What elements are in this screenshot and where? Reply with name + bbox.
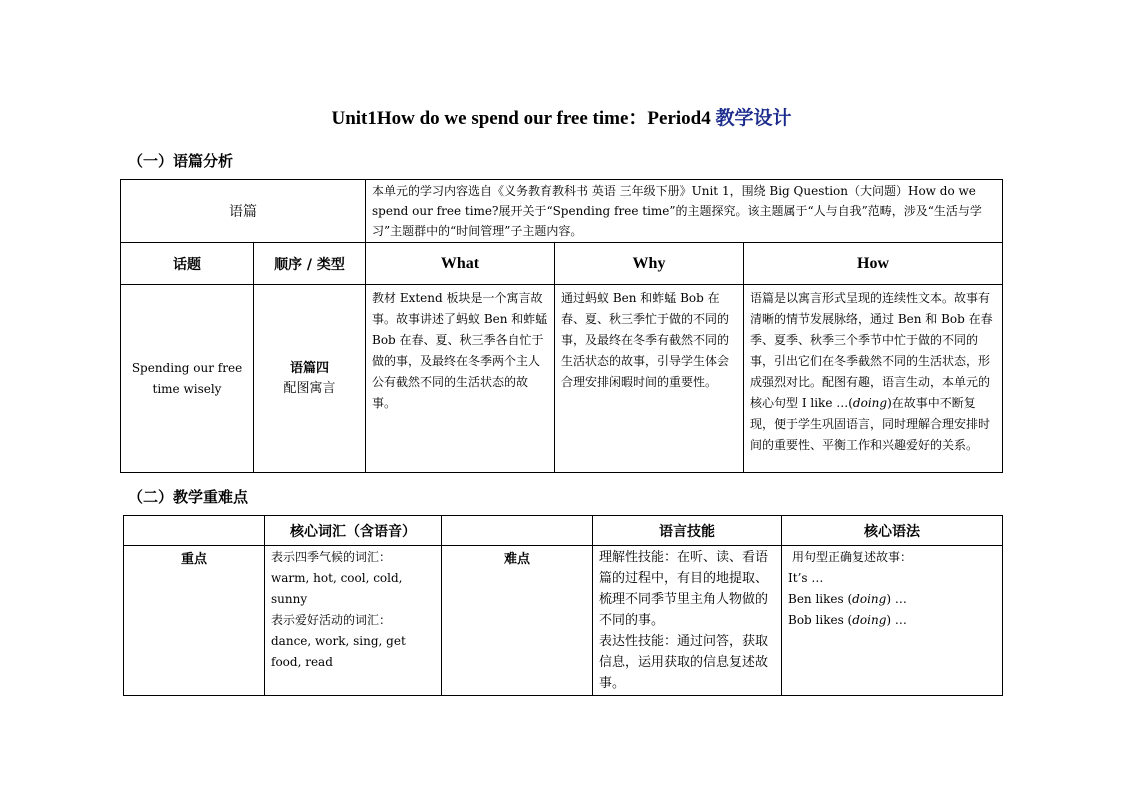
difficulty-label: 难点: [503, 552, 530, 567]
order-cell: [254, 285, 366, 473]
grammar-line-3-c: ) …: [886, 613, 907, 627]
key-difficult-points-table: [123, 515, 1003, 696]
why-text: 通过蚂蚁 Ben 和蚱蜢 Bob 在春、夏、秋三季忙于做的不同的事，及最终在冬季有截然不同的生活状态的故事，引导学生体会合理安排闲暇时间的重要性。: [561, 291, 730, 389]
why-cell: [555, 285, 744, 473]
vocab-line-4: dance, work, sing, get food, read: [271, 634, 406, 669]
how-cell: [744, 285, 1003, 473]
text-label-cell: [121, 180, 366, 243]
vocab-line-2: warm, hot, cool, cold, sunny: [271, 571, 403, 606]
what-cell: [366, 285, 555, 473]
header-blank-2: [442, 516, 593, 546]
order-line-2: 配图寓言: [283, 380, 336, 396]
header-core-vocabulary: 核心词汇（含语音）: [265, 516, 442, 546]
difficulty-label-cell: [442, 546, 593, 696]
grammar-cell: [782, 546, 1003, 696]
grammar-line-2-c: ) …: [886, 592, 907, 606]
grammar-intro: 用句型正确复述故事：: [792, 550, 913, 564]
how-text-part-1: 语篇是以寓言形式呈现的连续性文本。故事有清晰的情节发展脉络，通过 Ben 和 Bob 在春季、夏季、秋季三个季节中忙于做的不同的事，引出它们在冬季截然不同的生活状态，形成强烈对比。配图有趣，语言生动，本单元的核心句型 I like …(: [750, 291, 993, 410]
grammar-line-2-italic: doing: [852, 592, 887, 606]
vocab-line-1: 表示四季气候的词汇：: [271, 550, 392, 564]
header-blank-1: [124, 516, 265, 546]
header-topic: 话题: [121, 243, 254, 285]
skills-expression: 表达性技能：通过问答，获取信息，运用获取的信息复述故事。: [599, 634, 769, 691]
grammar-line-3-italic: doing: [852, 613, 887, 627]
grammar-line-2: [788, 589, 996, 610]
section-heading-text-analysis: （一）语篇分析: [128, 152, 234, 170]
text-description-cell: [366, 180, 1003, 243]
grammar-line-3: [788, 610, 996, 631]
title-chinese: 教学设计: [715, 107, 792, 129]
header-how: How: [744, 243, 1003, 285]
section-heading-key-difficult-points: （二）教学重难点: [128, 488, 249, 506]
grammar-line-1: It’s …: [788, 571, 824, 585]
key-points-label-cell: [124, 546, 265, 696]
text-description: 本单元的学习内容选自《义务教育教科书 英语 三年级下册》Unit 1，围绕 Big Question（大问题）How do we spend our free time?展开关于“Spending free time”的主题探究。该主题属于“人与自我”范畴，涉及“生活与学习”主题群中的“时间管理”子主题内容。: [372, 184, 982, 238]
header-what: What: [366, 243, 555, 285]
how-text-part-2: )在故事中不断复现，便于学生巩固语言，同时理解合理安排时间的重要性、平衡工作和兴趣爱好的关系。: [750, 396, 991, 452]
text-label: 语篇: [229, 204, 257, 220]
order-line-1: 语篇四: [289, 360, 329, 376]
header-language-skills: 语言技能: [593, 516, 782, 546]
header-order-type: 顺序 / 类型: [254, 243, 366, 285]
skills-cell: [593, 546, 782, 696]
topic-cell: [121, 285, 254, 473]
title-english: Unit1How do we spend our free time：Period4: [331, 108, 711, 129]
header-core-grammar: 核心语法: [782, 516, 1003, 546]
header-why: Why: [555, 243, 744, 285]
grammar-line-2-a: Ben likes (: [788, 592, 853, 606]
grammar-line-3-a: Bob likes (: [788, 613, 853, 627]
topic-text: Spending our free time wisely: [131, 360, 243, 396]
vocabulary-cell: [265, 546, 442, 696]
key-points-label: 重点: [180, 552, 207, 567]
what-text: 教材 Extend 板块是一个寓言故事。故事讲述了蚂蚁 Ben 和蚱蜢 Bob 在春、夏、秋三季各自忙于做的事，及最终在冬季两个主人公有截然不同的生活状态的故事。: [372, 291, 548, 410]
document-title: [0, 103, 1123, 130]
how-text-italic: doing: [852, 396, 888, 410]
text-analysis-table: [120, 179, 1003, 473]
skills-comprehension: 理解性技能：在听、读、看语篇的过程中，有目的地提取、梳理不同季节里主角人物做的不同的事。: [599, 550, 769, 628]
vocab-line-3: 表示爱好活动的词汇：: [271, 613, 392, 627]
